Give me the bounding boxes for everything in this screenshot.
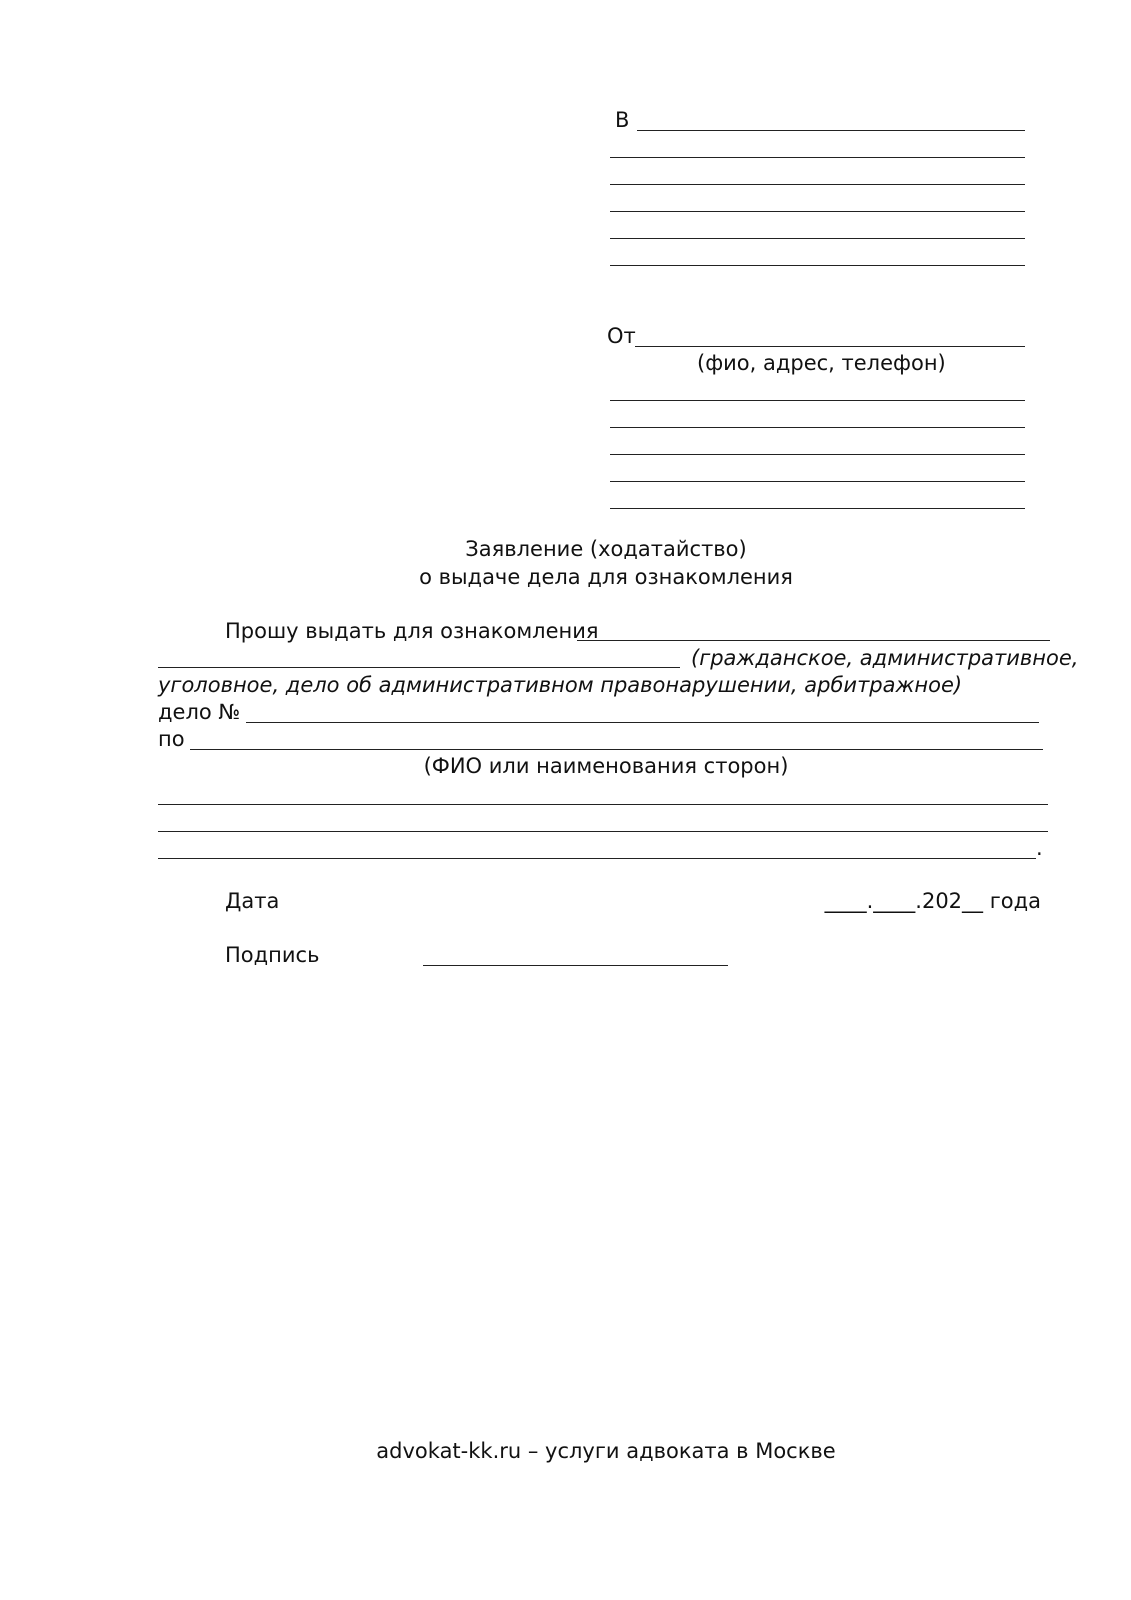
from-line [610, 400, 1025, 401]
title-line-1: Заявление (ходатайство) [465, 537, 747, 561]
parties-line [158, 831, 1048, 832]
to-line [637, 130, 1025, 131]
end-period: . [1036, 836, 1043, 860]
request-text: Прошу выдать для ознакомления [225, 619, 599, 643]
to-line [610, 184, 1025, 185]
from-label: От [607, 324, 636, 348]
page-footer: advokat-kk.ru – услуги адвоката в Москве [376, 1439, 836, 1463]
parties-hint: (ФИО или наименования сторон) [423, 754, 789, 778]
date-value: ____.____.202__ года [824, 889, 1041, 913]
signature-line [423, 965, 728, 966]
to-line [610, 238, 1025, 239]
case-number-label: дело № [158, 700, 241, 724]
parties-label: по [158, 727, 185, 751]
case-type-line [577, 640, 1050, 641]
to-line [610, 211, 1025, 212]
title-line-2: о выдаче дела для ознакомления [419, 565, 793, 589]
case-type-hint: уголовное, дело об административном правонарушении, арбитражное) [158, 673, 963, 697]
from-line [610, 427, 1025, 428]
to-line [610, 265, 1025, 266]
parties-line [190, 749, 1043, 750]
case-type-line [158, 667, 680, 668]
signature-label: Подпись [225, 943, 320, 967]
from-hint: (фио, адрес, телефон) [697, 351, 946, 375]
parties-line [158, 858, 1036, 859]
case-type-hint: (гражданское, административное, [691, 646, 1079, 670]
parties-line [158, 804, 1048, 805]
date-label: Дата [225, 889, 280, 913]
from-line [635, 346, 1025, 347]
from-line [610, 454, 1025, 455]
to-label: В [615, 108, 630, 132]
to-line [610, 157, 1025, 158]
case-number-line [246, 722, 1039, 723]
from-line [610, 481, 1025, 482]
from-line [610, 508, 1025, 509]
